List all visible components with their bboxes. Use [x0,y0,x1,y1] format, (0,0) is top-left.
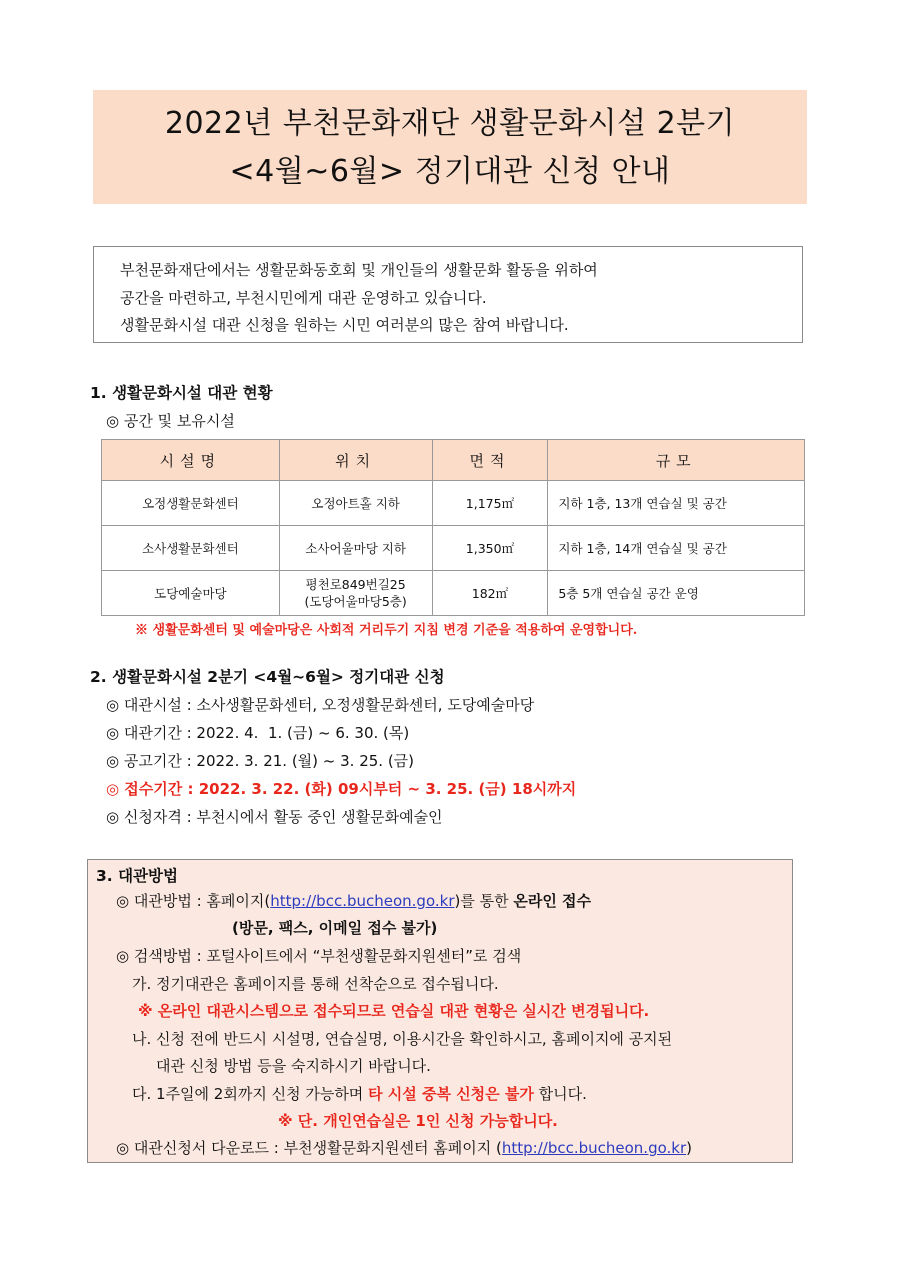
header-name: 시설명 [102,440,280,481]
title-banner [93,90,807,204]
item-da-note: ※ 단. 개인연습실은 1인 신청 가능합니다. [278,1112,558,1130]
intro-line-3: 생활문화시설 대관 신청을 원하는 시민 여러분의 많은 참여 바랍니다. [120,316,569,334]
table-row [102,571,805,616]
section1-subtitle: ◎ 공간 및 보유시설 [106,412,235,430]
distancing-note: ※ 생활문화센터 및 예술마당은 사회적 거리두기 지침 변경 기준을 적용하여 운영합니다. [135,623,638,638]
intro-line-2: 공간을 마련하고, 부천시민에게 대관 운영하고 있습니다. [120,288,487,307]
cell-name: 오정생활문화센터 [102,481,280,526]
header-scale: 규모 [548,440,805,481]
cell-area: 1,350㎡ [432,526,548,571]
cell-location: 소사어울마당 지하 [279,526,432,571]
item-da [132,1083,587,1104]
method-line [116,890,591,911]
homepage-link[interactable]: http://bcc.bucheon.go.kr [270,892,455,910]
method-online: 온라인 접수 [513,892,592,910]
item-ga: 가. 정기대관은 홈페이지를 통해 선착순으로 접수됩니다. [132,975,499,993]
cell-location [279,571,432,616]
eligibility: ◎ 신청자격 : 부천시에서 활동 중인 생활문화예술인 [106,808,443,826]
cell-location-line-1: 평천로849번길25 [305,577,406,592]
item-da-prefix: 다. 1주일에 2회까지 신청 가능하며 [132,1085,369,1103]
item-na-2: 대관 신청 방법 등을 숙지하시기 바랍니다. [156,1057,431,1075]
title-line-2: <4월~6월> 정기대관 신청 안내 [229,154,671,189]
method-sub: (방문, 팩스, 이메일 접수 불가) [232,919,438,937]
section1-title: 1. 생활문화시설 대관 현황 [90,384,273,402]
cell-area: 182㎡ [432,571,548,616]
section3-title: 3. 대관방법 [96,867,178,885]
notice-period: ◎ 공고기간 : 2022. 3. 21. (월) ~ 3. 25. (금) [106,752,415,770]
cell-scale: 지하 1층, 14개 연습실 및 공간 [548,526,805,571]
cell-area: 1,175㎡ [432,481,548,526]
method-mid: )를 통한 [454,892,514,910]
intro-line-1: 부천문화재단에서는 생활문화동호회 및 개인들의 생활문화 활동을 위하여 [120,261,598,279]
search-method: ◎ 검색방법 : 포털사이트에서 “부천생활문화지원센터”로 검색 [116,947,522,965]
method-prefix: ◎ 대관방법 : 홈페이지( [116,892,271,910]
header-area: 면적 [432,440,548,481]
application-period: ◎ 접수기간 : 2022. 3. 22. (화) 09시부터 ~ 3. 25. (금) 18시까지 [106,780,577,798]
intro-box [93,246,803,343]
cell-name: 소사생활문화센터 [102,526,280,571]
section2-title: 2. 생활문화시설 2분기 <4월~6월> 정기대관 신청 [90,668,445,686]
rental-facilities: ◎ 대관시설 : 소사생활문화센터, 오정생활문화센터, 도당예술마당 [106,696,535,714]
table-row [102,526,805,571]
rental-method-box [87,859,793,1163]
table-header-row [102,440,805,481]
download-line [116,1137,692,1158]
item-na-1: 나. 신청 전에 반드시 시설명, 연습실명, 이용시간을 확인하시고, 홈페이지에 공지된 [132,1030,673,1048]
header-location: 위치 [279,440,432,481]
rental-period: ◎ 대관기간 : 2022. 4. 1. (금) ~ 6. 30. (목) [106,724,410,742]
title-line-1: 2022년 부천문화재단 생활문화시설 2분기 [164,106,736,141]
facility-table [101,439,805,616]
download-prefix: ◎ 대관신청서 다운로드 : 부천생활문화지원센터 홈페이지 ( [116,1139,502,1157]
item-ga-note: ※ 온라인 대관시스템으로 접수되므로 연습실 대관 현황은 실시간 변경됩니다. [138,1002,650,1020]
download-suffix: ) [686,1139,692,1157]
cell-scale: 5층 5개 연습실 공간 운영 [548,571,805,616]
item-da-suffix: 합니다. [533,1085,587,1103]
table-row [102,481,805,526]
cell-location-line-2: (도당어울마당5층) [304,594,407,609]
cell-name: 도당예술마당 [102,571,280,616]
cell-scale: 지하 1층, 13개 연습실 및 공간 [548,481,805,526]
download-link[interactable]: http://bcc.bucheon.go.kr [501,1139,687,1157]
item-da-red: 타 시설 중복 신청은 불가 [368,1085,534,1103]
cell-location: 오정아트홀 지하 [279,481,432,526]
